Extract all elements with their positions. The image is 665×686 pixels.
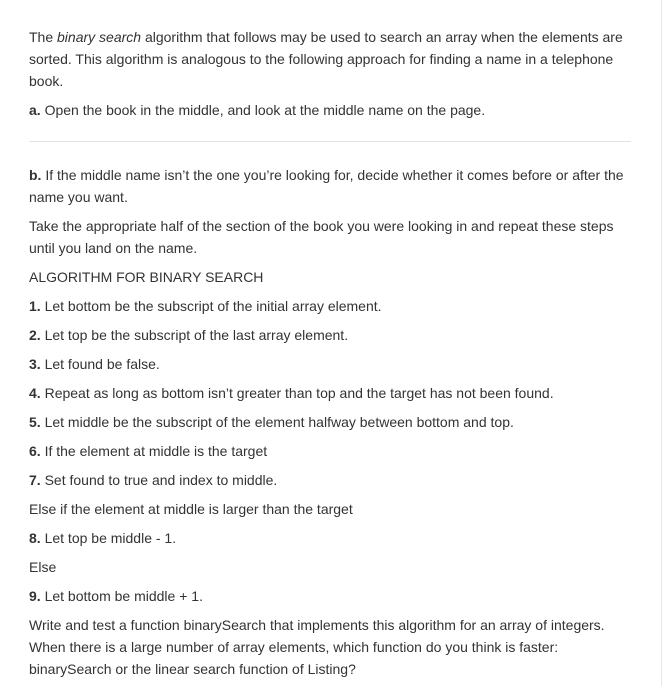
step-text: Let bottom be the subscript of the initial array element. xyxy=(40,298,382,314)
task-paragraph: Write and test a function binarySearch that implements this algorithm for an array of integers. When there is a large number of array elements, which function do you think is faster: binarySearch or the linear search function of Listing? xyxy=(29,617,605,677)
algorithm-step-9 xyxy=(29,585,631,607)
algorithm-step-4 xyxy=(29,382,631,404)
step-b-label: b. xyxy=(29,167,42,183)
step-label: 9. xyxy=(29,588,41,604)
step-b-text: If the middle name isn’t the one you’re looking for, decide whether it comes before or after the name you want. xyxy=(29,167,624,205)
step-text: Repeat as long as bottom isn’t greater than top and the target has not been found. xyxy=(40,385,554,401)
else-line: Else xyxy=(29,559,57,575)
step-label: 4. xyxy=(29,385,41,401)
take-half-paragraph: Take the appropriate half of the section of the book you were looking in and repeat these steps until you land on the name. xyxy=(29,218,614,256)
step-text: Let top be middle - 1. xyxy=(40,530,177,546)
step-text: Let top be the subscript of the last array element. xyxy=(40,327,349,343)
page-edge-line xyxy=(661,0,662,686)
algorithm-heading: ALGORITHM FOR BINARY SEARCH xyxy=(29,269,264,285)
algorithm-step-3 xyxy=(29,353,631,375)
algorithm-step-7 xyxy=(29,469,631,491)
step-text: Let middle be the subscript of the element halfway between bottom and top. xyxy=(40,414,514,430)
intro-emphasis: binary search xyxy=(57,29,142,45)
step-text: Let found be false. xyxy=(40,356,160,372)
algorithm-step-8 xyxy=(29,527,631,549)
step-label: 2. xyxy=(29,327,41,343)
algorithm-step-2 xyxy=(29,324,631,346)
algorithm-step-6 xyxy=(29,440,631,462)
step-b xyxy=(29,164,631,208)
step-label: 7. xyxy=(29,472,41,488)
step-label: 3. xyxy=(29,356,41,372)
step-label: 8. xyxy=(29,530,41,546)
section-divider xyxy=(29,141,631,142)
intro-paragraph xyxy=(29,26,631,92)
step-label: 6. xyxy=(29,443,41,459)
step-a xyxy=(29,99,631,121)
step-a-text: Open the book in the middle, and look at the middle name on the page. xyxy=(40,102,486,118)
step-label: 1. xyxy=(29,298,41,314)
intro-after: algorithm that follows may be used to search an array when the elements are sorted. This algorithm is analogous to the following approach for finding a name in a telephone book. xyxy=(29,29,623,89)
step-a-label: a. xyxy=(29,102,41,118)
algorithm-step-5 xyxy=(29,411,631,433)
intro-before: The xyxy=(29,29,58,45)
step-label: 5. xyxy=(29,414,41,430)
step-text: Let bottom be middle + 1. xyxy=(40,588,203,604)
else-if-line: Else if the element at middle is larger than the target xyxy=(29,501,353,517)
step-text: Set found to true and index to middle. xyxy=(40,472,278,488)
step-text: If the element at middle is the target xyxy=(40,443,268,459)
algorithm-step-1 xyxy=(29,295,631,317)
